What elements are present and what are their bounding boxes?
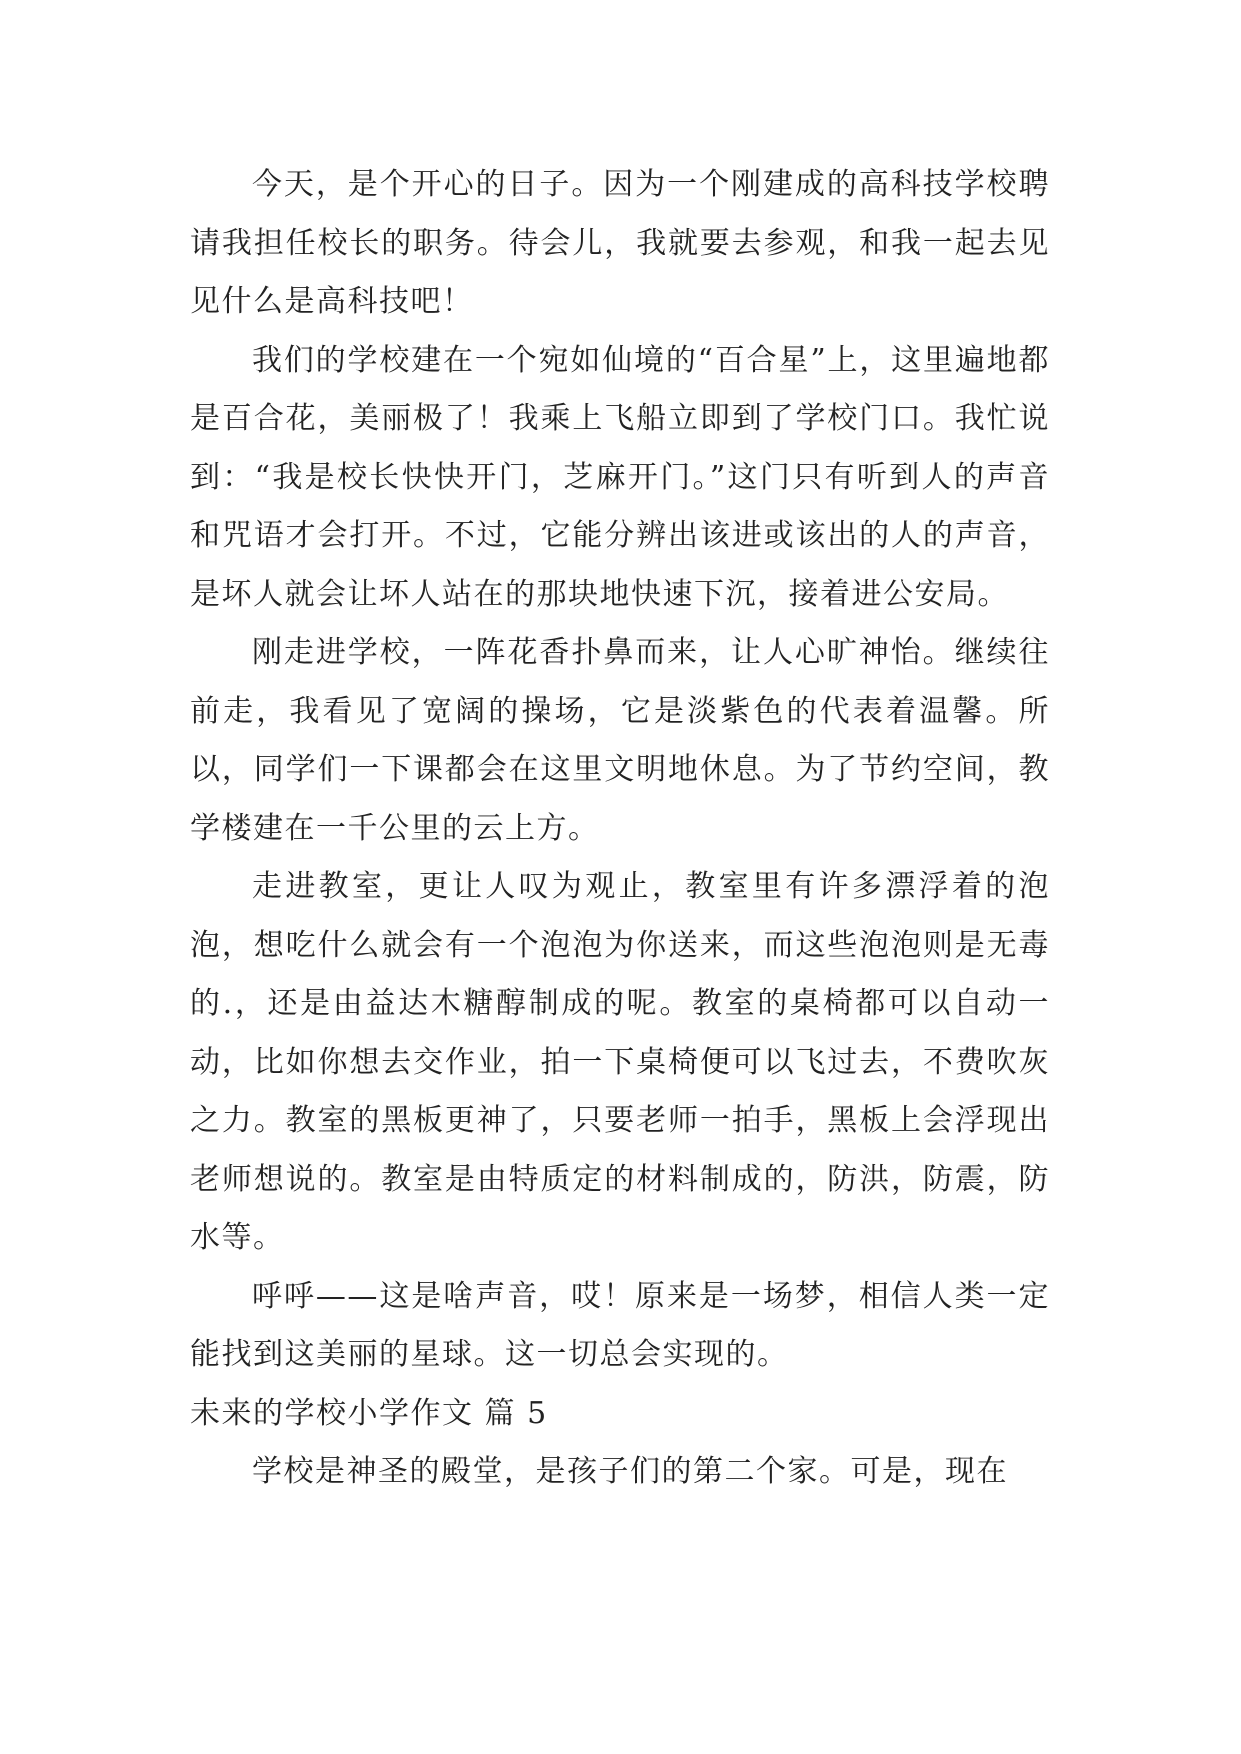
section-heading: 未来的学校小学作文 篇 5: [190, 1395, 548, 1431]
paragraph: 学校是神圣的殿堂，是孩子们的第二个家。可是，现在: [252, 1454, 1008, 1489]
paragraph: 今天，是个开心的日子。因为一个刚建成的高科技学校聘请我担任校长的职务。待会儿，我就要去参观，和我一起去见见什么是高科技吧！: [190, 167, 1050, 319]
paragraph: 走进教室，更让人叹为观止，教室里有许多漂浮着的泡泡，想吃什么就会有一个泡泡为你送来，而这些泡泡则是无毒的.，还是由益达木糖醇制成的呢。教室的桌椅都可以自动一动，比如你想去交作业，拍一下桌椅便可以飞过去，不费吹灰之力。教室的黑板更神了，只要老师一拍手，黑板上会浮现出老师想说的。教室是由特质定的材料制成的，防洪，防震，防水等。: [190, 869, 1050, 1255]
paragraph: 刚走进学校，一阵花香扑鼻而来，让人心旷神怡。继续往前走，我看见了宽阔的操场，它是淡紫色的代表着温馨。所以，同学们一下课都会在这里文明地休息。为了节约空间，教学楼建在一千公里的云上方。: [190, 635, 1050, 846]
document-body: [190, 156, 1050, 1502]
paragraph: 呼呼——这是啥声音，哎！原来是一场梦，相信人类一定能找到这美丽的星球。这一切总会实现的。: [190, 1278, 1050, 1372]
paragraph: 我们的学校建在一个宛如仙境的“百合星”上，这里遍地都是百合花，美丽极了！我乘上飞船立即到了学校门口。我忙说到：“我是校长快快开门，芝麻开门。”这门只有听到人的声音和咒语才会打开。不过，它能分辨出该进或该出的人的声音，是坏人就会让坏人站在的那块地快速下沉，接着进公安局。: [190, 342, 1050, 612]
